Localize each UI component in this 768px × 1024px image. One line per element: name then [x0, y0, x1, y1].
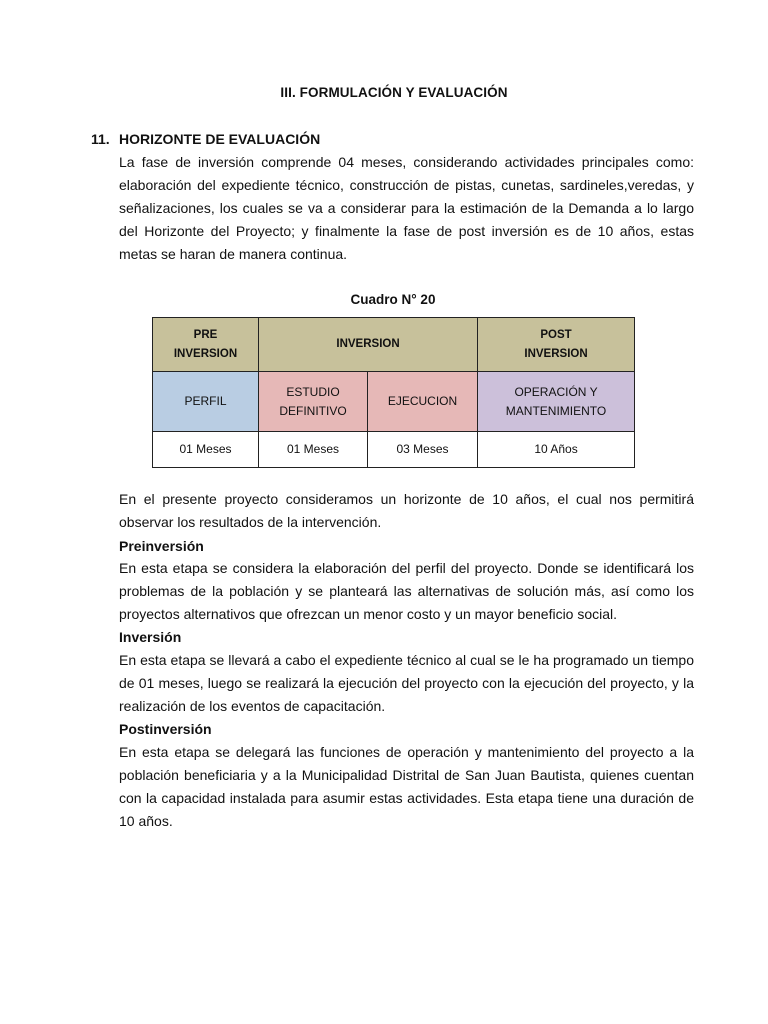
postinversion-paragraph: En esta etapa se delegará las funciones de operación y mantenimiento del proyecto a la población beneficiaria y a la Municipalidad Distrital de San Juan Bautista, quienes cuentan con la capacidad instalada para asumir estas actividades. Esta etapa tiene una duración de 10 años.: [119, 744, 694, 830]
phase-estudio-definitivo: [259, 372, 368, 432]
inversion-paragraph: En esta etapa se llevará a cabo el expediente técnico al cual se le ha programado un tiempo de 01 meses, luego se realizará la ejecución del proyecto con la ejecución del proyecto, y la realización de los eventos de capacitación.: [119, 652, 694, 715]
phase-perfil: PERFIL: [153, 372, 259, 432]
section-number: 11.: [91, 131, 110, 147]
header-post-line1: POST: [540, 328, 572, 341]
duration-cell: 01 Meses: [153, 432, 259, 468]
phase-operacion-line2: MANTENIMIENTO: [505, 403, 607, 418]
phase-estudio-line1: ESTUDIO: [286, 384, 340, 399]
phase-ejecucion: EJECUCION: [368, 372, 478, 432]
preinversion-paragraph: En esta etapa se considera la elaboración del perfil del proyecto. Donde se identificará los problemas de la población y se planteará las alternativas de solución más, así como los proyectos alternativos que ofrezcan un menor costo y un mayor beneficio social.: [119, 560, 694, 623]
duration-cell: 03 Meses: [368, 432, 478, 468]
phase-operacion-mantenimiento: [478, 372, 635, 432]
horizon-paragraph: En el presente proyecto consideramos un horizonte de 10 años, el cual nos permitirá observar los resultados de la intervención.: [119, 491, 694, 531]
section-heading-text: HORIZONTE DE EVALUACIÓN: [119, 131, 321, 147]
inversion-heading: Inversión: [119, 629, 182, 645]
page-title: III. FORMULACIÓN Y EVALUACIÓN: [280, 85, 508, 100]
section-heading: [91, 131, 320, 147]
duration-cell: 01 Meses: [259, 432, 368, 468]
header-post-inversion: [478, 318, 635, 372]
phase-operacion-line1: OPERACIÓN Y: [514, 384, 598, 399]
header-pre-line1: PRE: [193, 328, 218, 341]
phase-estudio-line2: DEFINITIVO: [279, 403, 347, 418]
table-caption: Cuadro N° 20: [350, 292, 436, 307]
horizon-table: [152, 317, 635, 468]
intro-paragraph: La fase de inversión comprende 04 meses, considerando actividades principales como: elaboración del expediente técnico, construcción de pistas, cunetas, sardineles,veredas, y señalizaciones, los cuales se va a considerar para la estimación de la Demanda a lo largo del Horizonte del Proyecto; y finalmente la fase de post inversión es de 10 años, estas metas se haran de manera continua.: [119, 154, 694, 263]
header-inversion: INVERSION: [259, 318, 478, 372]
table-duration-row: [153, 432, 635, 468]
table-header-row: [153, 318, 635, 372]
header-pre-inversion: [153, 318, 259, 372]
table-phase-row: [153, 372, 635, 432]
postinversion-heading: Postinversión: [119, 721, 212, 737]
preinversion-heading: Preinversión: [119, 538, 204, 554]
header-post-line2: INVERSION: [524, 347, 588, 360]
header-pre-line2: INVERSION: [173, 347, 238, 360]
duration-cell: 10 Años: [478, 432, 635, 468]
